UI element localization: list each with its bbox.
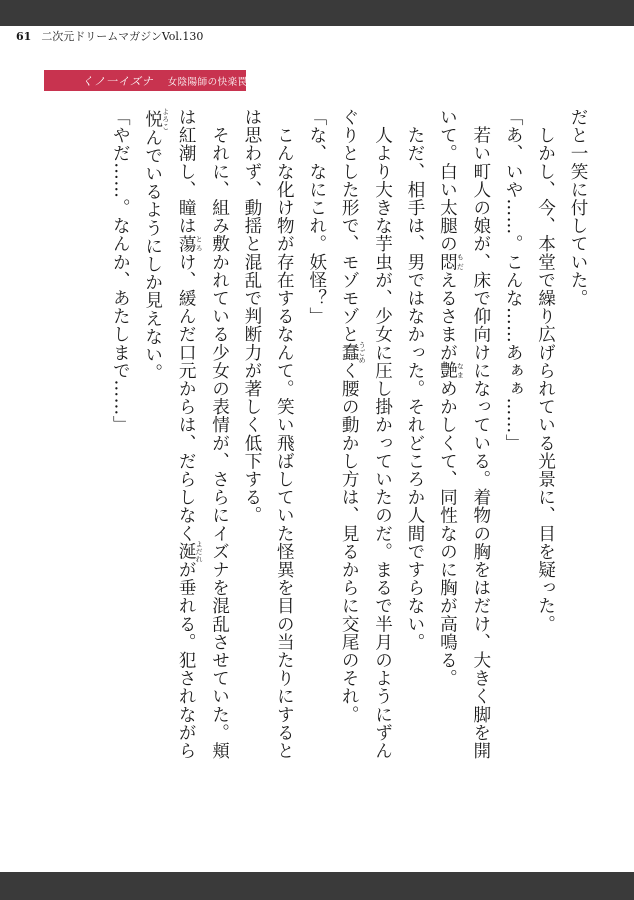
text-line xyxy=(170,108,203,808)
text-line: は思わず、動揺と混乱で判断力が著しく低下する。 xyxy=(241,108,262,525)
text-line: だと一笑に付していた。 xyxy=(568,108,588,308)
ruby-word xyxy=(176,234,204,253)
text-line: 若い町人の娘が、床で仰向けになっている。着物の胸をはだけ、大きく脚を開 xyxy=(470,108,491,760)
text-line: しかし、今、本堂で繰り広げられている光景に、目を疑った。 xyxy=(535,108,556,633)
text-segment: んでいるようにしか見えない。 xyxy=(142,128,163,382)
series-title: くノ一イズナ xyxy=(82,74,154,88)
text-line: 「な、なにこれ。妖怪？」 xyxy=(306,108,327,326)
text-line: こんな化け物が存在するなんて。笑い飛ばしていた怪異を目の当たりにすると xyxy=(274,108,295,760)
bottom-toolbar xyxy=(0,872,634,900)
ruby-reading: よだれ xyxy=(195,540,204,563)
ruby-word xyxy=(437,252,465,271)
ruby-word xyxy=(142,108,170,131)
ruby-word xyxy=(176,540,204,563)
ruby-reading: なま xyxy=(456,361,465,380)
ruby-base: 蠢 xyxy=(339,341,360,364)
ruby-reading: とろ xyxy=(195,234,204,253)
ruby-base: 蕩 xyxy=(176,234,197,253)
text-line: 「やだ……。なんか、あたしまで……」 xyxy=(110,108,131,434)
ruby-base: 艶 xyxy=(437,361,458,380)
page-number: 61 xyxy=(16,29,32,43)
ruby-base: 悦 xyxy=(142,108,163,131)
ruby-base: 悶 xyxy=(437,252,458,271)
text-segment: く腰の動かし方は、見るからに交尾のそれ。 xyxy=(339,361,360,724)
story-title-banner xyxy=(44,70,246,91)
ruby-word xyxy=(339,341,367,364)
text-segment: は紅潮し、瞳は xyxy=(176,108,197,235)
ruby-reading: うごめ xyxy=(358,341,367,364)
text-segment: えるさまが xyxy=(437,270,458,362)
text-segment: ぐりとした形で、モゾモゾと xyxy=(339,108,360,344)
text-segment: いて。白い太腿の xyxy=(437,108,458,253)
ruby-base: 涎 xyxy=(176,540,197,563)
ruby-word xyxy=(437,361,465,380)
text-line xyxy=(136,108,169,808)
text-segment: めかしくて、同性なのに胸が高鳴る。 xyxy=(437,379,458,688)
vertical-body-text xyxy=(104,108,594,808)
text-line xyxy=(431,108,464,808)
story-subtitle: 女陰陽師の快楽罠 xyxy=(167,76,248,88)
text-line: ただ、相手は、男ではなかった。それどころか人間ですらない。 xyxy=(404,108,425,651)
text-line: それに、組み敷かれている少女の表情が、さらにイズナを混乱させていた。頬 xyxy=(209,108,230,760)
text-segment: が垂れる。犯されながら xyxy=(176,560,197,760)
text-line: 人より大きな芋虫が、少女に圧し掛かっていたのだ。まるで半月のようにずん xyxy=(372,108,393,760)
text-segment: け、緩んだ口元からは、だらしなく xyxy=(176,252,197,543)
text-line: 「あ、いや……。こんな……あぁぁ……」 xyxy=(503,108,524,452)
text-line xyxy=(333,108,366,808)
magazine-title: 二次元ドリームマガジンVol.130 xyxy=(41,30,204,43)
ruby-reading: よろこ xyxy=(161,108,170,131)
ruby-reading: もだ xyxy=(456,252,465,271)
running-header xyxy=(16,28,203,44)
top-toolbar xyxy=(0,0,634,26)
